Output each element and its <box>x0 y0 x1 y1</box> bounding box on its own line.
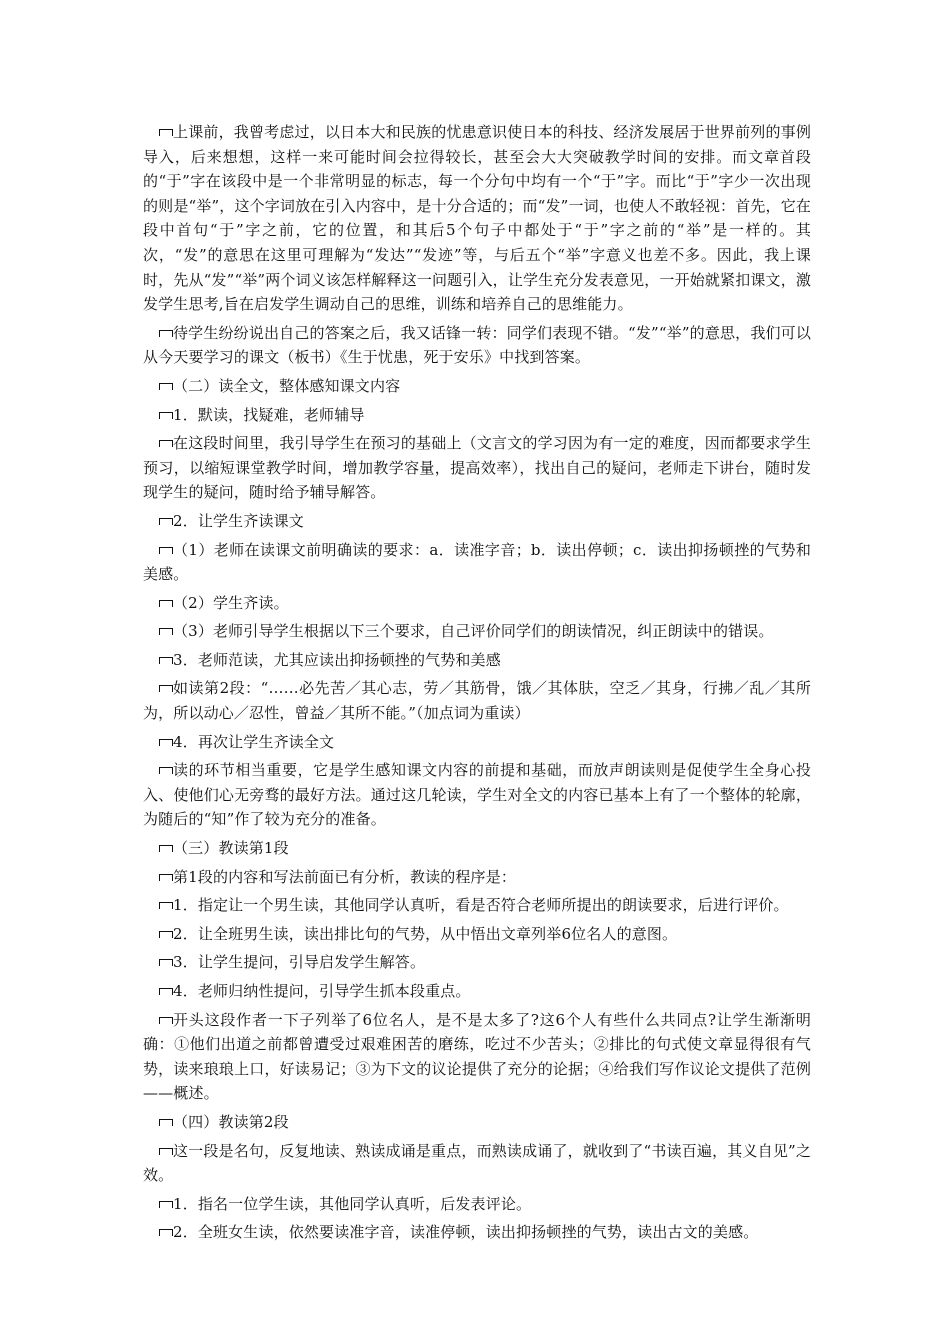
paragraph <box>143 676 811 725</box>
paragraph-mark <box>159 628 173 635</box>
section-heading <box>143 374 811 399</box>
list-item <box>143 950 811 975</box>
paragraph <box>143 758 811 832</box>
paragraph <box>143 120 811 317</box>
list-item <box>143 538 811 587</box>
paragraph-mark <box>159 1148 173 1155</box>
paragraph-mark <box>159 1017 173 1024</box>
paragraph-text: 3．让学生提问，引导启发学生解答。 <box>173 953 426 972</box>
paragraph-text: 开头这段作者一下子列举了6位名人，是不是太多了?这6个人有些什么共同点?让学生渐渐明确：①他们出道之前都曾遭受过艰难困苦的磨练，吃过不少苦头；②排比的句式使文章显得很有气势，读来琅琅上口，好读易记；③为下文的议论提供了充分的论据；④给我们写作议论文提供了范例——概述。 <box>143 1010 811 1103</box>
list-heading <box>143 509 811 534</box>
paragraph <box>143 431 811 505</box>
paragraph-mark <box>159 931 173 938</box>
paragraph-mark <box>159 959 173 966</box>
paragraph-mark <box>159 988 173 995</box>
list-heading <box>143 648 811 673</box>
paragraph-text: 4．再次让学生齐读全文 <box>173 732 335 751</box>
paragraph <box>143 865 811 890</box>
paragraph-mark <box>159 902 173 909</box>
paragraph-text: （2）学生齐读。 <box>173 593 289 612</box>
list-item <box>143 619 811 644</box>
paragraph-text: 读的环节相当重要，它是学生感知课文内容的前提和基础，而放声朗读则是促使学生全身心投入、使他们心无旁骛的最好方法。通过这几轮读，学生对全文的内容已基本上有了一个整体的轮廓，为随后的“知”作了较为充分的准备。 <box>143 761 811 829</box>
paragraph-text: 在这段时间里，我引导学生在预习的基础上（文言文的学习因为有一定的难度，因而都要求学生预习，以缩短课堂教学时间，增加教学容量，提高效率），找出自己的疑问，老师走下讲台，随时发现学生的疑问，随时给予辅导解答。 <box>143 434 811 502</box>
paragraph-mark <box>159 845 173 852</box>
paragraph-text: 上课前，我曾考虑过，以日本大和民族的忧患意识使日本的科技、经济发展居于世界前列的事例导入，后来想想，这样一来可能时间会拉得较长，甚至会大大突破教学时间的安排。而文章首段的“于”字在该段中是一个非常明显的标志，每一个分句中均有一个“于”字。而比“于”字少一次出现的则是“举”，这个字词放在引入内容中，是十分合适的；而“发”一词，也使人不敢轻视：首先，它在段中首句“于”字之前，它的位置，和其后5个句子中都处于“于”字之前的“举”是一样的。其次，“发”的意思在这里可理解为“发达”“发迹”等，与后五个“举”字意义也差不多。因此，我上课时，先从“发”“举”两个词义该怎样解释这一问题引入，让学生充分发表意见，一开始就紧扣课文，激发学生思考,旨在启发学生调动自己的思维，训练和培养自己的思维能力。 <box>143 123 811 314</box>
list-heading <box>143 730 811 755</box>
paragraph-mark <box>159 657 173 664</box>
paragraph-text: （三）教读第1段 <box>173 839 289 858</box>
paragraph-mark <box>159 330 173 337</box>
list-item <box>143 1220 811 1245</box>
list-item <box>143 979 811 1004</box>
paragraph-text: 1．指名一位学生读，其他同学认真听，后发表评论。 <box>173 1194 532 1213</box>
section-heading <box>143 836 811 861</box>
paragraph-mark <box>159 767 173 774</box>
paragraph-text: 3．老师范读，尤其应读出抑扬顿挫的气势和美感 <box>173 650 501 669</box>
paragraph-mark <box>159 518 173 525</box>
document-body <box>143 120 811 1249</box>
paragraph-mark <box>159 874 173 881</box>
paragraph-mark <box>159 739 173 746</box>
paragraph-text: 2．让学生齐读课文 <box>173 511 304 530</box>
paragraph-text: （1）老师在读课文前明确读的要求：a．读准字音；b．读出停顿；c．读出抑扬顿挫的气势和美感。 <box>143 540 811 584</box>
paragraph-text: 1．默读，找疑难，老师辅导 <box>173 405 365 424</box>
paragraph-text: （二）读全文，整体感知课文内容 <box>173 376 401 395</box>
paragraph-text: 待学生纷纷说出自己的答案之后，我又话锋一转：同学们表现不错。“发”“举”的意思，我们可以从今天要学习的课文（板书）《生于忧患，死于安乐》中找到答案。 <box>143 323 811 367</box>
paragraph-mark <box>159 685 173 692</box>
paragraph-mark <box>159 1201 173 1208</box>
paragraph-mark <box>159 412 173 419</box>
list-item <box>143 1192 811 1217</box>
paragraph <box>143 321 811 370</box>
paragraph-text: 2．全班女生读，依然要读准字音，读准停顿，读出抑扬顿挫的气势，读出古文的美感。 <box>173 1223 759 1242</box>
paragraph <box>143 1008 811 1106</box>
paragraph-text: 2．让全班男生读，读出排比句的气势，从中悟出文章列举6位名人的意图。 <box>173 924 678 943</box>
list-item <box>143 591 811 616</box>
paragraph-mark <box>159 1229 173 1236</box>
paragraph-mark <box>159 600 173 607</box>
paragraph-text: 1．指定让一个男生读，其他同学认真听，看是否符合老师所提出的朗读要求，后进行评价。 <box>173 896 789 915</box>
paragraph-text: 这一段是名句，反复地读、熟读成诵是重点，而熟读成诵了，就收到了“书读百遍，其义自见”之效。 <box>143 1141 811 1185</box>
paragraph-text: （四）教读第2段 <box>173 1112 289 1131</box>
paragraph-mark <box>159 440 173 447</box>
list-heading <box>143 403 811 428</box>
list-item <box>143 922 811 947</box>
paragraph-text: 4．老师归纳性提问，引导学生抓本段重点。 <box>173 982 471 1000</box>
paragraph-text: 第1段的内容和写法前面已有分析，教读的程序是： <box>173 867 516 886</box>
paragraph-mark <box>159 1119 173 1126</box>
list-item <box>143 893 811 918</box>
paragraph-text: 如读第2段：“……必先苦／其心志，劳／其筋骨，饿／其体肤，空乏／其身，行拂／乱／其所为，所以动心／忍性，曾益／其所不能。”（加点词为重读） <box>143 679 811 723</box>
paragraph-text: （3）老师引导学生根据以下三个要求，自己评价同学们的朗读情况，纠正朗读中的错误。 <box>173 622 774 641</box>
paragraph-mark <box>159 129 173 136</box>
section-heading <box>143 1110 811 1135</box>
paragraph <box>143 1139 811 1188</box>
paragraph-mark <box>159 547 173 554</box>
paragraph-mark <box>159 383 173 390</box>
